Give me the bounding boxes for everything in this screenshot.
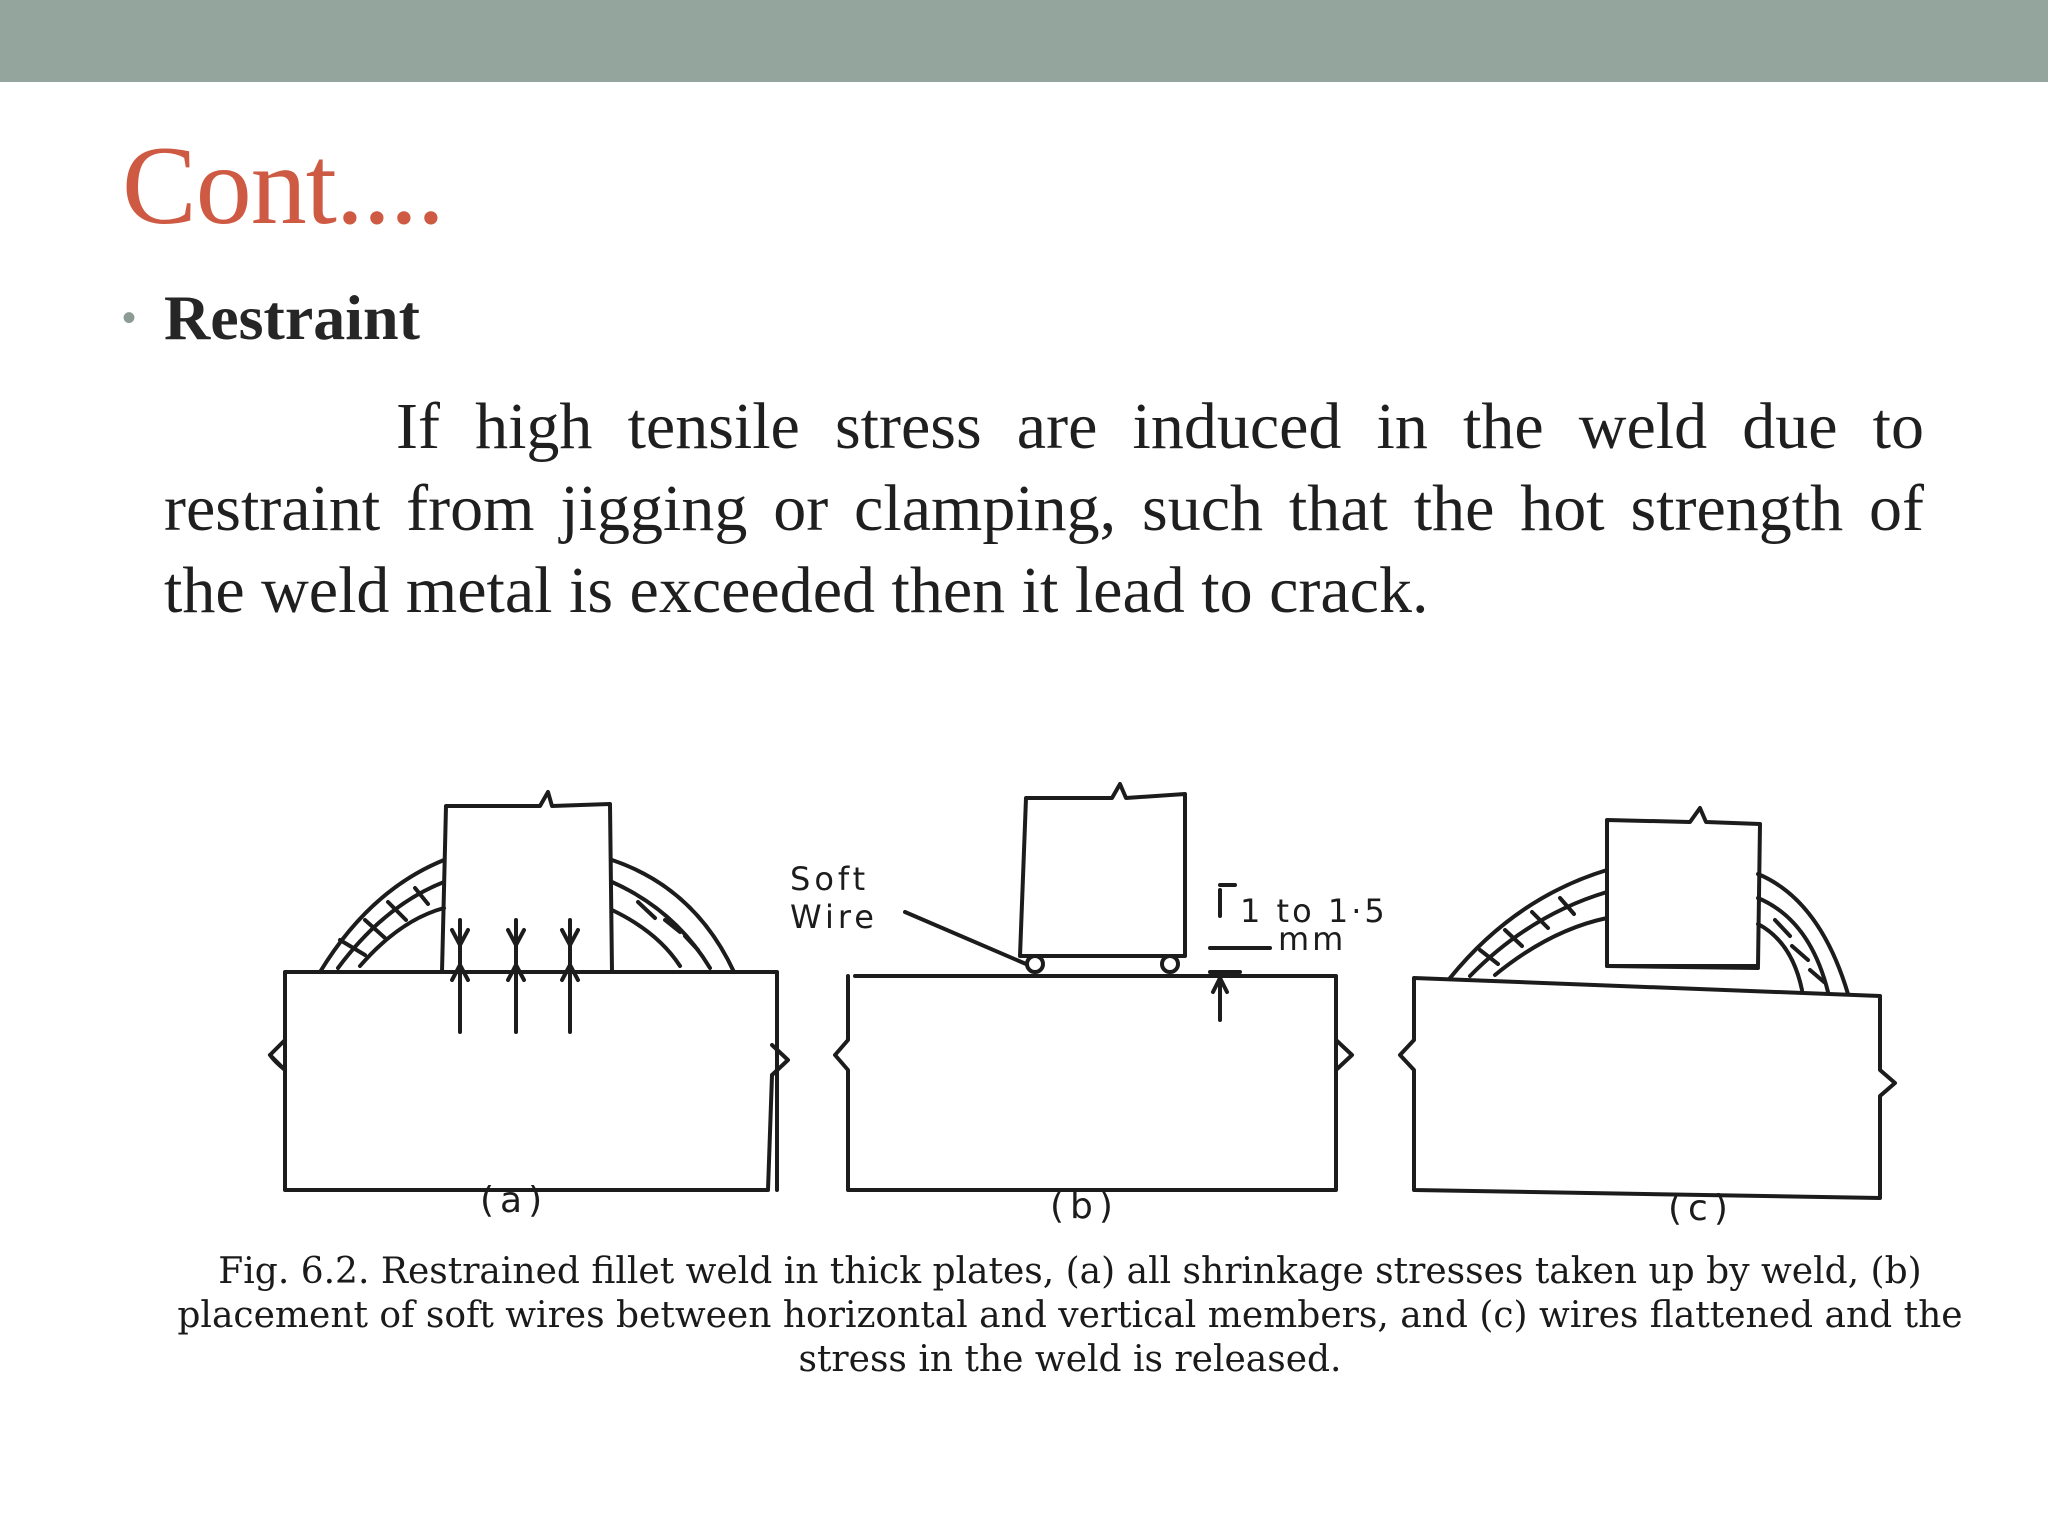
panel-b-drawing [835,784,1352,1190]
panel-b-soft-wire-left [1027,956,1043,972]
panel-a-vertical-member [442,792,612,972]
bullet-icon: • [122,296,137,340]
bullet-item [122,282,420,353]
panel-b-label: (b) [1050,1186,1119,1227]
panel-c-label: (c) [1668,1188,1734,1229]
soft-wire-label-line1: Soft [790,860,870,898]
panel-b-wire-leader [905,912,1026,964]
slide-title: Cont.... [122,124,444,248]
panel-b-base-plate [835,976,1352,1190]
soft-wire-label-line2: Wire [790,898,878,936]
body-paragraph: If high tensile stress are induced in the weld due to restraint from jigging or clamping, such that the hot strength of the weld metal is exceeded then it lead to crack. [164,390,1924,627]
panel-b-soft-wire-right [1162,956,1178,972]
figure-caption: Fig. 6.2. Restrained fillet weld in thick plates, (a) all shrinkage stresses taken up by weld, (b) placement of soft wires between horizontal and vertical members, and (c) wires flattened and the stress in the weld is released. [177,1251,1963,1380]
weld-diagram [160,770,1990,1250]
panel-a-label: (a) [480,1180,549,1221]
panel-c-drawing [1400,808,1895,1198]
header-bar [0,0,2048,82]
panel-b-vertical-member [1020,784,1185,956]
panel-c-vertical-member [1607,808,1760,966]
panel-a-base-plate [270,972,788,1190]
panel-a-drawing [270,792,788,1190]
gap-label-line1: 1 to 1·5 [1240,892,1388,930]
panel-c-base-plate [1400,978,1895,1198]
bullet-heading: Restraint [164,282,420,353]
gap-label-line2: mm [1278,920,1347,958]
